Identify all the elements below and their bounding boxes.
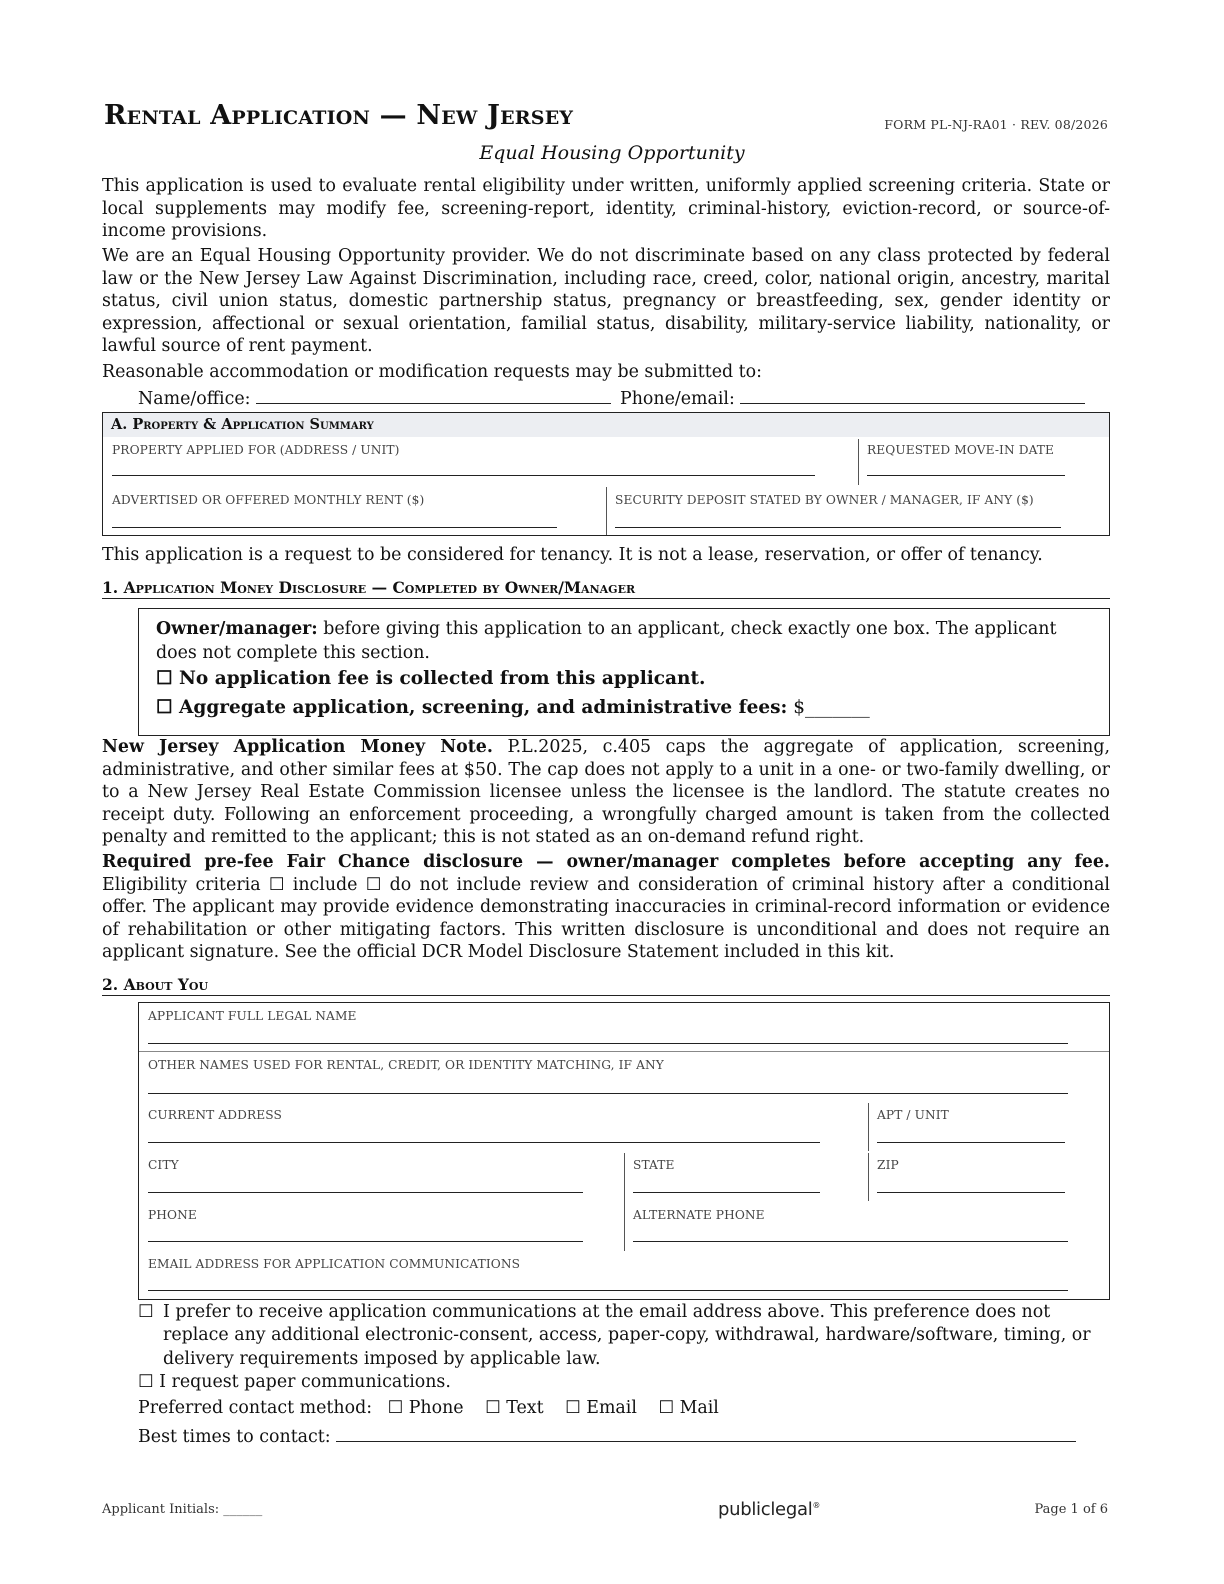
alt-phone-field[interactable] (633, 1241, 1068, 1242)
money-note-lead: New Jersey Application Money Note. (102, 737, 493, 757)
zip-label: ZIP (877, 1158, 899, 1172)
aggregate-fee-label: ☐ Aggregate application, screening, and administrative fees: (156, 697, 788, 718)
best-times-field[interactable] (336, 1425, 1076, 1442)
other-names-field[interactable] (148, 1093, 1068, 1094)
phone-label: PHONE (148, 1208, 197, 1222)
zip-field[interactable] (877, 1192, 1065, 1193)
address-label: CURRENT ADDRESS (148, 1108, 282, 1122)
intro-paragraph-2: We are an Equal Housing Opportunity provider. We do not discriminate based on any class protected by federal law or the New Jersey Law Against Discrimination, including race, creed, color, national origin, ancestry, marital status, civil union status, domestic partnership status, pregnancy or breastfeeding, sex, gender identity or expression, affectional or sexual orientation, familial status, disability, military-service liability, nationality, or lawful source of rent payment. (102, 246, 1110, 357)
state-field[interactable] (633, 1192, 820, 1193)
full-name-label: APPLICANT FULL LEGAL NAME (148, 1009, 357, 1023)
paper-communications-checkbox[interactable]: ☐ I request paper communications. (138, 1372, 451, 1392)
fair-chance-text: Eligibility criteria ☐ include ☐ do not include review and consideration of criminal history after a conditional offer. The applicant may provide evidence demonstrating inaccuracies in criminal-record information or evidence of rehabilitation or other mitigating factors. This written disclosure is unconditional and does not require an applicant signature. See the official DCR Model Disclosure Statement included in this kit. (102, 874, 1110, 963)
aggregate-fee-checkbox[interactable] (156, 697, 870, 718)
no-fee-checkbox[interactable]: ☐ No application fee is collected from this applicant. (156, 668, 706, 689)
aggregate-fee-field[interactable]: $_______ (787, 697, 870, 718)
city-label: CITY (148, 1158, 179, 1172)
form-number: FORM PL-NJ-RA01 · REV. 08/2026 (884, 117, 1108, 132)
contact-method-label: Preferred contact method: (138, 1398, 373, 1418)
apt-field[interactable] (877, 1142, 1065, 1143)
address-field[interactable] (148, 1142, 820, 1143)
publiclegal-logo: publiclegal® (718, 1499, 821, 1520)
intro-paragraph-3: Reasonable accommodation or modification requests may be submitted to: (102, 362, 762, 382)
tenancy-request-note: This application is a request to be considered for tenancy. It is not a lease, reservation, or offer of tenancy. (102, 545, 1043, 565)
deposit-field[interactable] (615, 527, 1061, 528)
city-field[interactable] (148, 1192, 583, 1193)
property-field[interactable] (112, 475, 815, 476)
best-times-label: Best times to contact: (138, 1427, 331, 1447)
contact-method-row (138, 1398, 719, 1418)
other-names-label: OTHER NAMES USED FOR RENTAL, CREDIT, OR IDENTITY MATCHING, IF ANY (148, 1058, 664, 1072)
email-preference-checkbox[interactable]: ☐ (138, 1302, 154, 1322)
best-times-row (138, 1425, 1076, 1447)
rent-label: ADVERTISED OR OFFERED MONTHLY RENT ($) (112, 493, 425, 507)
deposit-label: SECURITY DEPOSIT STATED BY OWNER / MANAGER, IF ANY ($) (615, 493, 1034, 507)
section-1-heading: 1. Application Money Disclosure — Completed by Owner/Manager (102, 578, 1110, 599)
email-preference-row (138, 1301, 1110, 1371)
contact-option-mail[interactable]: ☐ Mail (658, 1398, 719, 1418)
property-summary-section (102, 412, 1110, 536)
section-2-heading: 2. About You (102, 975, 1110, 996)
applicant-initials[interactable]: Applicant Initials: ______ (102, 1502, 263, 1517)
document-title: Rental Application — New Jersey (104, 100, 574, 131)
divider (858, 439, 859, 485)
divider (606, 487, 607, 535)
owner-instructions (156, 617, 1091, 665)
name-office-field[interactable] (256, 387, 611, 404)
move-in-label: REQUESTED MOVE-IN DATE (867, 443, 1055, 457)
rent-field[interactable] (112, 527, 557, 528)
apt-label: APT / UNIT (877, 1108, 949, 1122)
about-you-box (138, 1002, 1110, 1300)
email-field[interactable] (148, 1290, 1068, 1291)
owner-lead: Owner/manager: (156, 619, 318, 639)
email-label: EMAIL ADDRESS FOR APPLICATION COMMUNICATIONS (148, 1257, 521, 1271)
accommodation-name-row (138, 387, 611, 409)
contact-option-email[interactable]: ☐ Email (565, 1398, 637, 1418)
owner-instruction-text: before giving this application to an applicant, check exactly one box. The applicant does not complete this section. (156, 619, 1057, 663)
move-in-field[interactable] (867, 475, 1065, 476)
money-note-text: P.L.2025, c.405 caps the aggregate of application, screening, administrative, and other similar fees at $50. The cap does not apply to a unit in a one- or two-family dwelling, or to a New Jersey Real Estate Commission licensee unless the licensee is the landlord. The statute creates no receipt duty. Following an enforcement proceeding, a wrongfully charged amount is taken from the collected penalty and remitted to the applicant; this is not stated as an on-demand refund right. (102, 737, 1110, 848)
state-label: STATE (633, 1158, 675, 1172)
alt-phone-label: ALTERNATE PHONE (633, 1208, 765, 1222)
phone-email-label: Phone/email: (620, 389, 735, 409)
full-name-field[interactable] (148, 1043, 1068, 1044)
fair-chance-lead: Required pre-fee Fair Chance disclosure — owner/manager completes before accepting any fee. (102, 852, 1110, 872)
email-preference-text: I prefer to receive application communications at the email address above. This preference does not replace any additional electronic-consent, access, paper-copy, withdrawal, hardware/software, timing, or delivery requirements imposed by applicable law. (163, 1302, 1091, 1369)
name-office-label: Name/office: (138, 389, 251, 409)
fair-chance-paragraph (102, 851, 1110, 964)
contact-option-text[interactable]: ☐ Text (485, 1398, 544, 1418)
accommodation-phone-row (620, 387, 1085, 409)
phone-email-field[interactable] (740, 387, 1085, 404)
row-divider (139, 1051, 1109, 1052)
divider (868, 1153, 869, 1201)
divider (868, 1103, 869, 1151)
divider (624, 1153, 625, 1251)
section-a-heading: A. Property & Application Summary (103, 413, 1109, 437)
intro-paragraph-1: This application is used to evaluate rental eligibility under written, uniformly applied screening criteria. State or local supplements may modify fee, screening-report, identity, criminal-history, eviction-record, or source-of-income provisions. (102, 176, 1110, 242)
page-number: Page 1 of 6 (1034, 1502, 1108, 1517)
contact-option-phone[interactable]: ☐ Phone (387, 1398, 464, 1418)
phone-field[interactable] (148, 1241, 583, 1242)
document-subtitle: Equal Housing Opportunity (479, 142, 745, 164)
property-label: PROPERTY APPLIED FOR (ADDRESS / UNIT) (112, 443, 400, 457)
money-note-paragraph (102, 736, 1110, 849)
owner-disclosure-box (138, 608, 1110, 736)
